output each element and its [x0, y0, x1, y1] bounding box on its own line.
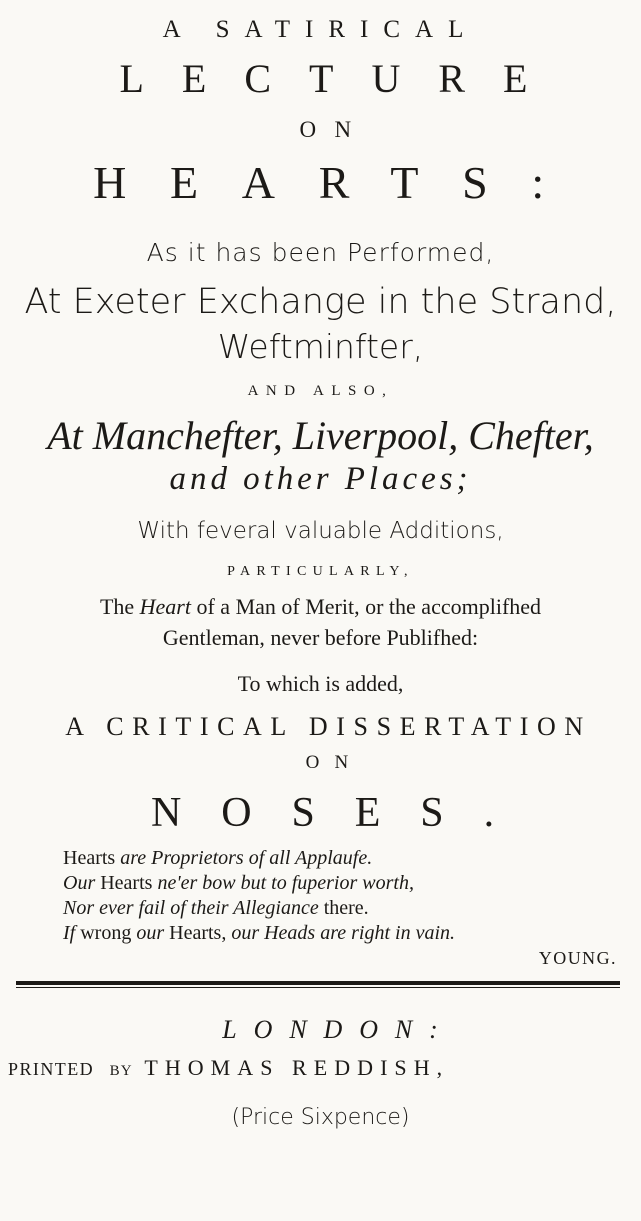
- epi-allegiance: Nor ever fail of their Allegiance: [63, 897, 319, 919]
- epi-our-2: our: [136, 922, 165, 944]
- line-hearts: HEARTS:: [93, 157, 588, 208]
- line-on-1: ON: [299, 117, 370, 142]
- line-gentleman: Gentleman, never before Publifhed:: [162, 625, 479, 650]
- imprint-printer-name: THOMAS REDDISH,: [144, 1055, 450, 1080]
- imprint-city: LONDON:: [222, 1015, 455, 1044]
- line-noses: NOSES.: [151, 790, 534, 836]
- epi-hearts: Hearts: [63, 847, 116, 869]
- epigraph-line-2: [63, 872, 641, 895]
- epigraph-line-1: [63, 847, 641, 870]
- imprint-by: BY: [109, 1063, 133, 1079]
- line-particularly: PARTICULARLY,: [227, 564, 414, 579]
- epigraph-line-3: [63, 897, 641, 920]
- text-heart: Heart: [139, 594, 191, 619]
- line-other-places: and other Places;: [169, 461, 472, 497]
- imprint-printed: PRINTED: [8, 1059, 95, 1079]
- epi-our: Our: [63, 872, 96, 894]
- imprint-printer-line: [8, 1055, 633, 1081]
- epi-there: there.: [323, 897, 369, 919]
- line-and-also: AND ALSO,: [247, 383, 394, 399]
- line-heart-merit: [0, 594, 641, 620]
- line-manchester: At Manchefter, Liverpool, Chefter,: [47, 413, 594, 458]
- line-on-2: ON: [305, 752, 364, 773]
- rule-thin: [16, 987, 620, 988]
- epi-proprietors: are Proprietors of all Applaufe.: [120, 847, 373, 869]
- line-additions: With feveral valuable Additions,: [137, 518, 504, 544]
- epi-hearts-3: Hearts,: [169, 922, 227, 944]
- text-the: The: [99, 594, 135, 619]
- imprint-price: (Price Sixpence): [231, 1105, 410, 1130]
- epigraph-attribution: YOUNG.: [538, 948, 617, 968]
- line-added: To which is added,: [237, 671, 404, 696]
- epigraph-line-4: [63, 922, 641, 945]
- epi-heads: our Heads are right in vain.: [231, 922, 456, 944]
- line-performed: As it has been Performed,: [146, 238, 495, 267]
- epi-if: If: [63, 922, 76, 944]
- line-a-satirical: A SATIRICAL: [162, 16, 479, 43]
- line-lecture: LECTURE: [119, 56, 566, 101]
- text-man-of-merit: of a Man of Merit, or the accomplifhed: [196, 594, 542, 619]
- epi-wrong: wrong: [80, 922, 132, 944]
- line-critical-dissertation: A CRITICAL DISSERTATION: [65, 712, 592, 741]
- line-exeter: At Exeter Exchange in the Strand,: [24, 282, 617, 322]
- epi-hearts-2: Hearts: [100, 872, 153, 894]
- line-westminster: Weftminfter,: [217, 327, 424, 366]
- rule-thick: [16, 981, 620, 985]
- epi-worth: ne'er bow but to fuperior worth,: [157, 872, 414, 894]
